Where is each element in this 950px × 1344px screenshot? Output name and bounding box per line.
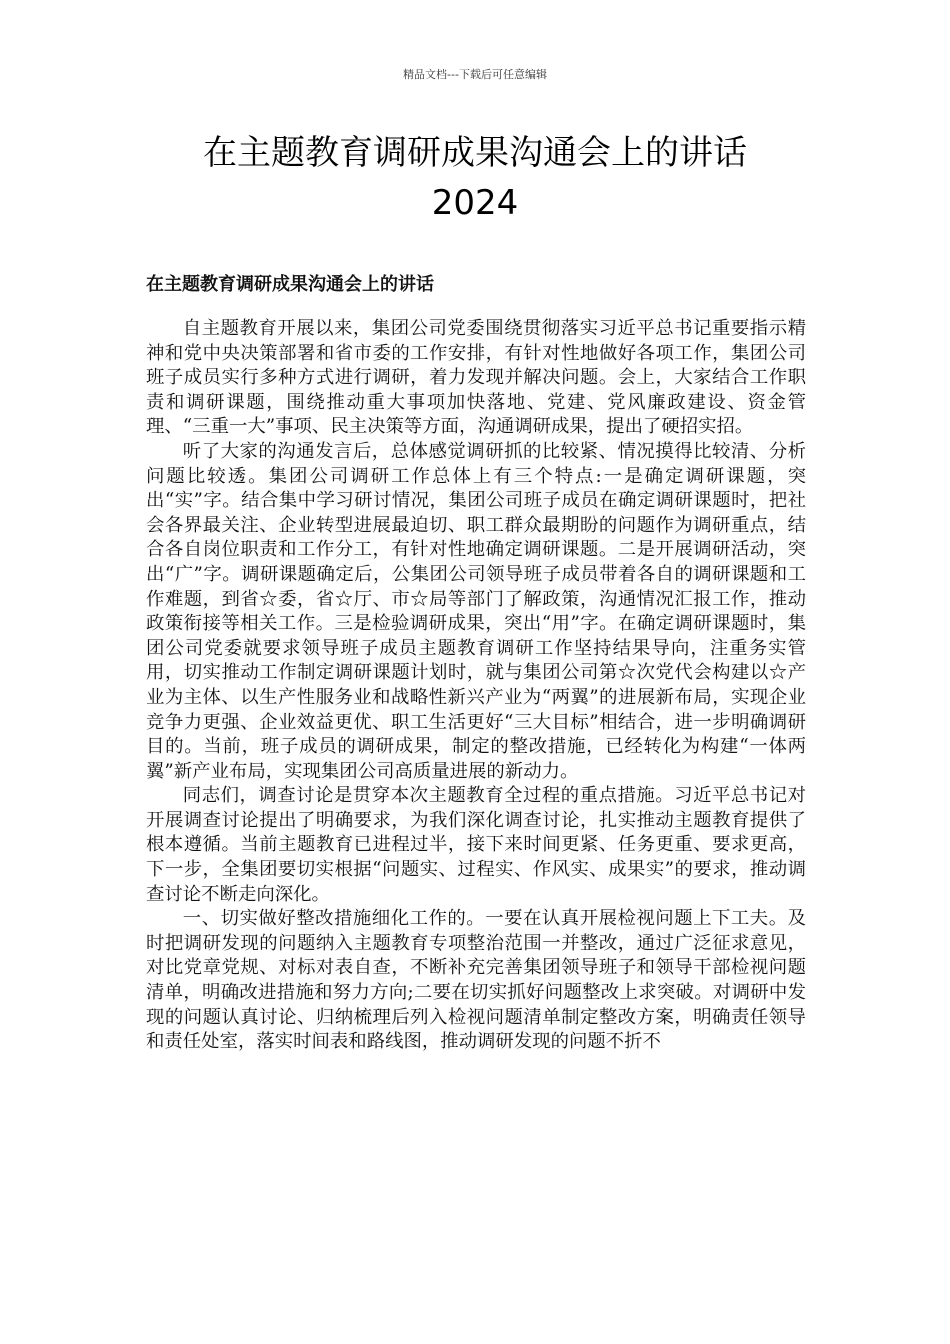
body-paragraph-2: 听了大家的沟通发言后，总体感觉调研抓的比较紧、情况摸得比较清、分析问题比较透。集团公司调研工作总体上有三个特点:一是确定调研课题，突出“实”字。结合集中学习研讨情况，集团公司班子成员在确定调研课题时，把社会各界最关注、企业转型进展最迫切、职工群众最期盼的问题作为调研重点，结合各自岗位职责和工作分工，有针对性地确定调研课题。二是开展调研活动，突出“广”字。调研课题确定后，公集团公司领导班子成员带着各自的调研课题和工作难题，到省☆委，省☆厅、市☆局等部门了解政策，沟通情况汇报工作，推动政策衔接等相关工作。三是检验调研成果，突出“用”字。在确定调研课题时，集团公司党委就要求领导班子成员主题教育调研工作坚持结果导向，注重务实管用，切实推动工作制定调研课题计划时，就与集团公司第☆次党代会构建以☆产业为主体、以生产性服务业和战略性新兴产业为“两翼”的进展新布局，实现企业竞争力更强、企业效益更优、职工生活更好“三大目标”相结合，进一步明确调研目的。当前，班子成员的调研成果，制定的整改措施，已经转化为构建“一体两翼”新产业布局，实现集团公司高质量进展的新动力。: [146, 440, 806, 782]
body-paragraph-3: 同志们，调查讨论是贯穿本次主题教育全过程的重点措施。习近平总书记对开展调查讨论提出了明确要求，为我们深化调查讨论，扎实推动主题教育提供了根本遵循。当前主题教育已进程过半，接下来时间更紧、任务更重、要求更高，下一步，全集团要切实根据“问题实、过程实、作风实、成果实”的要求，推动调查讨论不断走向深化。: [146, 785, 806, 905]
document-subheading: 在主题教育调研成果沟通会上的讲话: [146, 274, 434, 295]
body-paragraph-4: 一、切实做好整改措施细化工作的。一要在认真开展检视问题上下工夫。及时把调研发现的问题纳入主题教育专项整治范围一并整改，通过广泛征求意见，对比党章党规、对标对表自查，不断补充完善集团领导班子和领导干部检视问题清单，明确改进措施和努力方向;二要在切实抓好问题整改上求突破。对调研中发现的问题认真讨论、归纳梳理后列入检视问题清单制定整改方案，明确责任领导和责任处室，落实时间表和路线图，推动调研发现的问题不折不: [146, 908, 806, 1053]
body-paragraph-1: 自主题教育开展以来，集团公司党委围绕贯彻落实习近平总书记重要指示精神和党中央决策部署和省市委的工作安排，有针对性地做好各项工作，集团公司班子成员实行多种方式进行调研，着力发现并解决问题。会上，大家结合工作职责和调研课题，围绕推动重大事项加快落地、党建、党风廉政建设、资金管理、“三重一大”事项、民主决策等方面，沟通调研成果，提出了硬招实招。: [146, 318, 806, 438]
header-note: 精品文档---下载后可任意编辑: [403, 68, 547, 81]
document-title-line-2: 2024: [431, 183, 519, 223]
document-body: [146, 317, 806, 1055]
document-title: [120, 128, 830, 228]
document-title-line-1: 在主题教育调研成果沟通会上的讲话: [203, 133, 747, 173]
